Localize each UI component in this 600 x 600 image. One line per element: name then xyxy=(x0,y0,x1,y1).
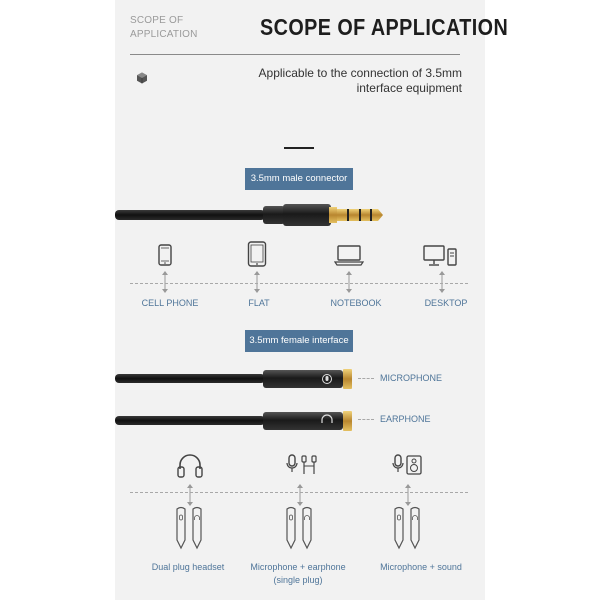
header-divider xyxy=(130,54,460,55)
desktop-icon xyxy=(423,245,459,267)
female-interface-tag: 3.5mm female interface xyxy=(245,330,353,352)
male-plug-cable xyxy=(115,198,395,232)
earphones-icon xyxy=(300,454,318,476)
kicker-line-1: SCOPE OF xyxy=(130,15,184,26)
microphone-port-label: MICROPHONE xyxy=(380,373,443,383)
speaker-icon xyxy=(406,455,422,475)
caption-line-1: Microphone + earphone xyxy=(250,562,346,572)
up-down-arrow-icon xyxy=(252,270,262,294)
description-line-2: interface equipment xyxy=(356,81,462,95)
up-down-arrow-icon xyxy=(437,270,447,294)
cube-icon xyxy=(136,72,148,84)
dual-plug-icon xyxy=(392,506,426,550)
caption-line-2: (single plug) xyxy=(273,575,323,585)
device-divider xyxy=(130,283,468,284)
up-down-arrow-icon xyxy=(403,483,413,507)
headphone-icon xyxy=(176,453,204,479)
microphone-jack-cable xyxy=(115,366,355,392)
caption-microphone-sound xyxy=(361,561,481,574)
description xyxy=(200,66,462,96)
microphone-icon xyxy=(284,452,300,478)
caption-microphone-earphone xyxy=(238,561,358,587)
up-down-arrow-icon xyxy=(185,483,195,507)
earphone-leader-line xyxy=(358,419,374,420)
dual-plug-icon xyxy=(174,506,208,550)
kicker-line-2: APPLICATION xyxy=(130,29,198,40)
device-label-flat: FLAT xyxy=(248,298,270,308)
caption-line-1: Microphone + sound xyxy=(380,562,462,572)
tablet-icon xyxy=(247,241,267,267)
up-down-arrow-icon xyxy=(344,270,354,294)
section-kicker xyxy=(130,14,210,42)
section-divider xyxy=(284,147,314,149)
male-connector-tag: 3.5mm male connector xyxy=(245,168,353,190)
microphone-icon xyxy=(390,452,406,478)
device-label-desktop: DESKTOP xyxy=(424,298,468,308)
dual-plug-icon xyxy=(284,506,318,550)
description-line-1: Applicable to the connection of 3.5mm xyxy=(258,66,462,80)
microphone-leader-line xyxy=(358,378,374,379)
laptop-icon xyxy=(334,244,364,266)
caption-dual-plug-headset xyxy=(128,561,248,574)
earphone-jack-cable xyxy=(115,408,355,434)
device-label-notebook: NOTEBOOK xyxy=(330,298,382,308)
device-label-cell-phone: CELL PHONE xyxy=(141,298,199,308)
page-title: SCOPE OF APPLICATION xyxy=(260,14,509,40)
cell-phone-icon xyxy=(157,244,173,266)
caption-line-1: Dual plug headset xyxy=(151,562,225,572)
up-down-arrow-icon xyxy=(160,270,170,294)
use-case-divider xyxy=(130,492,468,493)
up-down-arrow-icon xyxy=(295,483,305,507)
earphone-port-label: EARPHONE xyxy=(380,414,431,424)
